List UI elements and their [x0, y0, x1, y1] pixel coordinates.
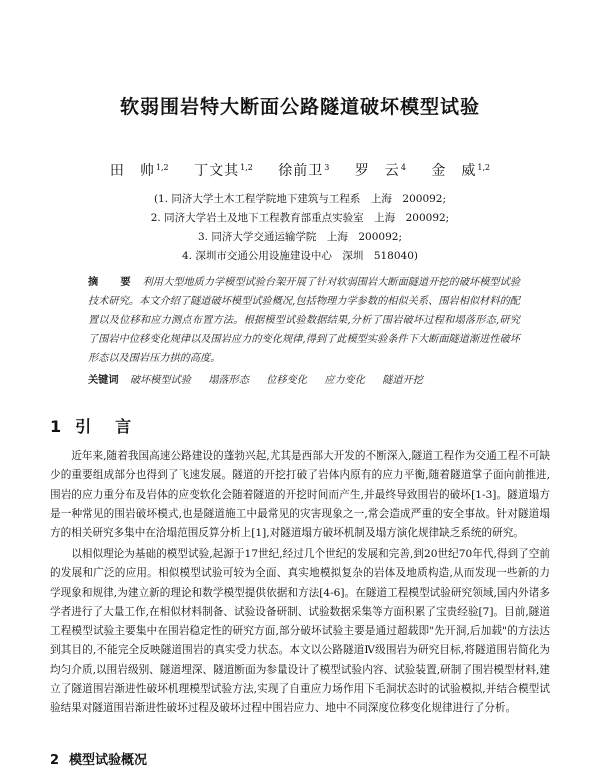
body-paragraph: 以相似理论为基础的模型试验,起源于17世纪,经过几个世纪的发展和完善,到20世纪70年代,得到了空前的发展和广泛的应用。相似模型试验可较为全面、真实地模拟复杂的岩体及地质构造,从而发现一些新的力学现象和规律,为建立新的理论和数学模型提供依据和方法[4-6]。在隧道工程模型试验研究领域,国内外诸多学者进行了大量工作,在相似材料制备、试验设备研制、试验数据采集等方面积累了宝贵经验[7]。目前,隧道工程模型试验主要集中在围岩稳定性的研究方面,部分破坏试验主要是通过超载即"先开洞,后加载"的方法达到其目的,不能完全反映隧道围岩的真实受力状态。本文以公路隧道Ⅳ级围岩为研究目标,将隧道围岩简化为均匀介质,以围岩级别、隧道埋深、隧道断面为参量设计了模型试验内容、试验装置,研制了围岩模型材料,建立了隧道围岩渐进性破坏机理模型试验方法,实现了自重应力场作用下毛洞状态时的试验模拟,并结合模型试验结果对隧道围岩渐进性破坏过程及破坏过程中围岩应力、地中不同深度位移变化规律进行了分析。 [50, 548, 550, 715]
section-number: 2 [50, 753, 60, 768]
paper-title: 软弱围岩特大断面公路隧道破坏模型试验 [119, 96, 480, 118]
keyword: 隧道开挖 [382, 375, 423, 386]
keywords-label: 关键词 [88, 374, 119, 386]
author [194, 163, 253, 179]
author [431, 163, 490, 179]
keyword: 破坏模型试验 [129, 375, 191, 386]
author-affiliation-mark: 3 [324, 163, 330, 172]
affiliation-list [0, 190, 600, 266]
keyword: 应力变化 [324, 375, 365, 386]
author [110, 163, 169, 179]
author-name: 罗 云 [354, 163, 400, 179]
abstract [88, 273, 520, 368]
section-heading-model-test-overview [50, 749, 147, 768]
section-title: 引 言 [75, 417, 136, 436]
affiliation: 3. 同济大学交通运输学院 上海 200092; [198, 231, 402, 243]
author-name: 徐前卫 [278, 163, 324, 179]
affiliation: (1. 同济大学土木工程学院地下建筑与工程系 上海 200092; [153, 193, 447, 205]
body-paragraph: 近年来,随着我国高速公路建设的蓬勃兴起,尤其是西部大开发的不断深入,隧道工程作为交通工程不可缺少的重要组成部分也得到了飞速发展。隧道的开挖打破了岩体内原有的应力平衡,随着隧道掌子面向前推进,围岩的应力重分布及岩体的应变软化会随着隧道的开挖时间而产生,并最终导致围岩的破坏[1-3]。隧道塌方是一种常见的围岩破坏模式,也是隧道施工中最常见的灾害现象之一,常会造成严重的安全事故。针对隧道塌方的相关研究多集中在洽塌范围反算分析上[1],对隧道塌方破坏机制及塌方演化规律缺乏系统的研究。 [50, 450, 550, 540]
author-affiliation-mark: 1,2 [155, 163, 169, 172]
author [278, 163, 329, 179]
section-number: 1 [50, 417, 66, 436]
author [355, 163, 406, 179]
affiliation: 4. 深圳市交通公用设施建设中心 深圳 518040) [181, 250, 419, 262]
keyword: 位移变化 [266, 375, 307, 386]
abstract-label: 摘 要 [88, 276, 137, 288]
author-affiliation-mark: 1,2 [240, 163, 253, 172]
author-affiliation-mark: 4 [400, 163, 406, 172]
author-affiliation-mark: 1,2 [477, 163, 491, 172]
author-name: 田 帅 [109, 163, 155, 179]
keyword: 塌落形态 [208, 375, 249, 386]
section-title: 模型试验概况 [69, 753, 148, 768]
section-heading-introduction [50, 414, 135, 437]
affiliation: 2. 同济大学岩土及地下工程教育部重点实验室 上海 200092; [150, 212, 450, 224]
author-name: 丁文其 [194, 163, 240, 179]
abstract-text: 利用大型地质力学模型试验台架开展了针对软弱围岩大断面隧道开挖的破坏模型试验技术研究。本文介绍了隧道破坏模型试验概况,包括物理力学参数的相似关系、围岩相似材料的配置以及位移和应力测点布置方法。根据模型试验数据结果,分析了围岩破坏过程和塌落形态,研究了围岩中位移变化规律以及围岩应力的变化规律,得到了此模型实验条件下大断面隧道渐进性破坏形态以及围岩压力拱的高度。 [88, 277, 521, 364]
author-name: 金 威 [431, 163, 477, 179]
author-list [0, 160, 600, 180]
keywords [88, 371, 520, 390]
